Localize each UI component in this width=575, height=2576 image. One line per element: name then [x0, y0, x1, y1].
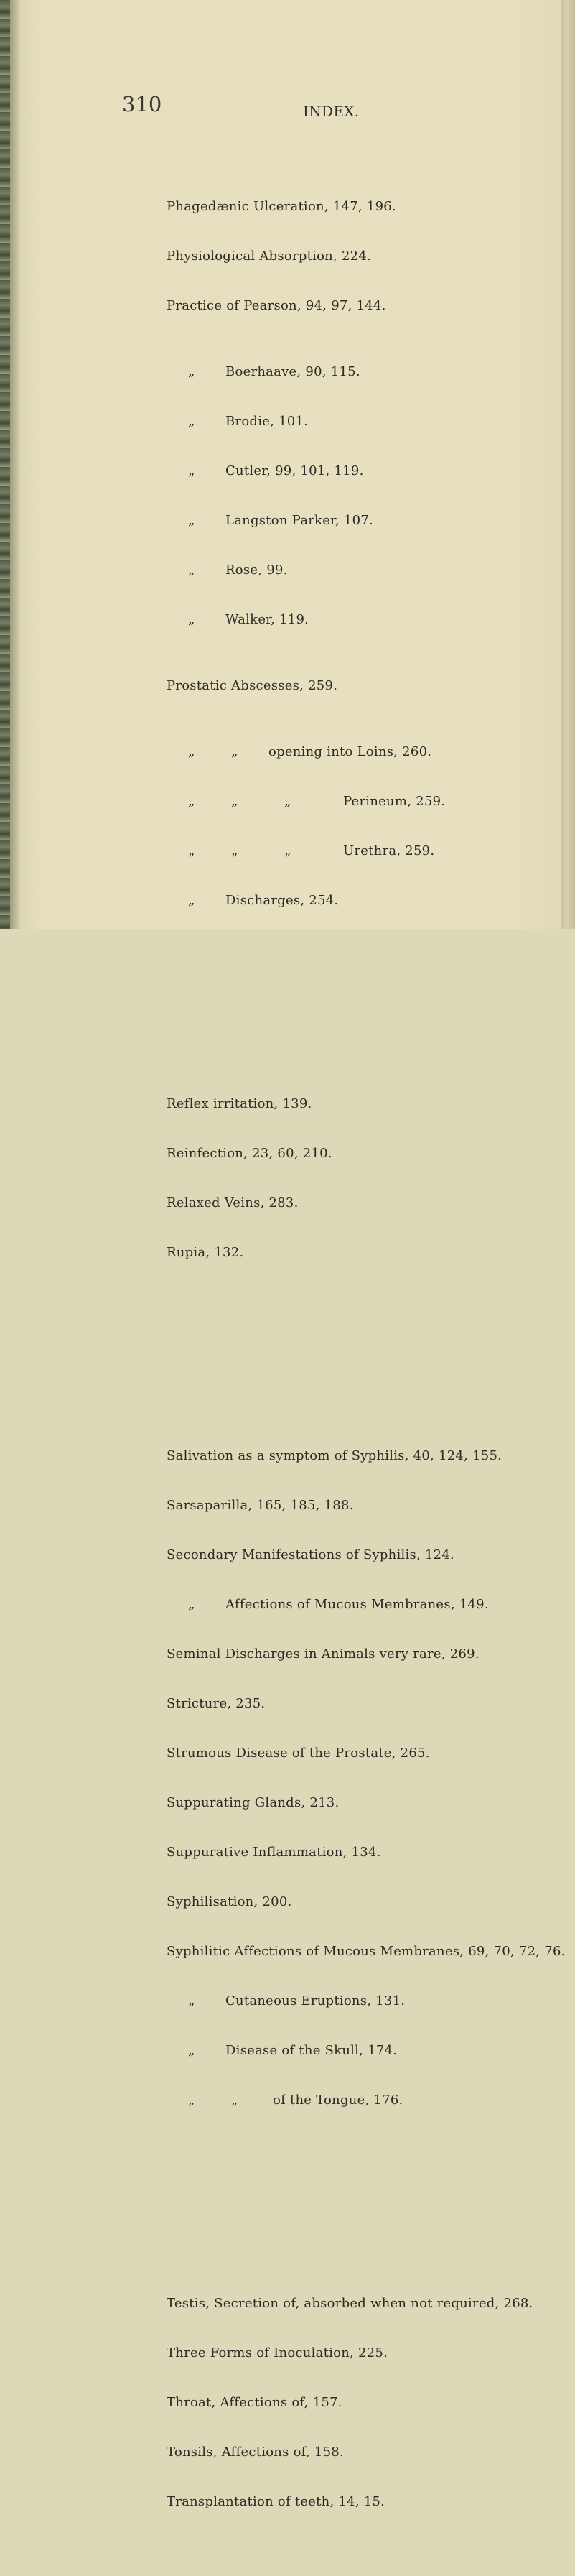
ditto-mark: „ — [231, 2093, 238, 2108]
index-subentry-text: Perineum, 259. — [343, 794, 446, 809]
index-entry — [167, 1646, 560, 1662]
index-entry-text: Tonsils, Affections of, 158. — [167, 2445, 344, 2460]
index-entry — [167, 1145, 560, 1162]
index-entry — [167, 2394, 560, 2411]
index-entry — [167, 2295, 560, 2312]
index-entry — [167, 1095, 560, 1112]
index-entry — [167, 1447, 560, 1464]
page-binding-edge — [0, 0, 10, 929]
index-subentry — [167, 892, 560, 909]
ditto-mark: „ — [188, 2093, 195, 2108]
ditto-mark: „ — [188, 1597, 195, 1612]
index-subentry — [167, 1993, 560, 2009]
ditto-mark: „ — [188, 893, 195, 908]
index-subentry-text: Cutaneous Eruptions, 131. — [225, 1993, 406, 2009]
ditto-mark: „ — [188, 2043, 195, 2058]
section-gap — [167, 991, 560, 1013]
index-subentry — [167, 793, 560, 810]
index-entry-text: Phagedænic Ulceration, 147, 196. — [167, 199, 396, 214]
index-subentry — [167, 611, 560, 628]
ditto-mark: „ — [188, 562, 195, 578]
index-subentry-text: Discharges, 254. — [225, 893, 339, 908]
page-header: INDEX. — [303, 103, 360, 120]
index-entry-text: Throat, Affections of, 157. — [167, 2395, 342, 2410]
index-entry — [167, 1894, 560, 1910]
index-entry-text: Practice of Pearson, 94, 97, 144. — [167, 298, 386, 313]
ditto-mark: „ — [231, 843, 238, 858]
ditto-mark: „ — [188, 744, 195, 759]
index-subentry-text: of the Tongue, 176. — [273, 2093, 403, 2108]
index-entry-text: Reinfection, 23, 60, 210. — [167, 1146, 332, 1161]
index-entry — [167, 1244, 560, 1261]
index-entry — [167, 1547, 560, 1563]
index-entry — [167, 2444, 560, 2460]
index-subentry-text: Walker, 119. — [225, 612, 309, 627]
index-entry — [167, 248, 560, 264]
index-entry-text: Suppurating Glands, 213. — [167, 1795, 340, 1810]
index-entry-text: Syphilisation, 200. — [167, 1894, 292, 1909]
ditto-mark: „ — [188, 414, 195, 429]
index-entry-text: Strumous Disease of the Prostate, 265. — [167, 1746, 430, 1761]
index-entry-text: Transplantation of teeth, 14, 15. — [167, 2494, 385, 2509]
index-entry-text: Testis, Secretion of, absorbed when not required, 268. — [167, 2296, 533, 2311]
index-section-s — [167, 1414, 566, 2141]
index-subentry — [167, 2042, 560, 2059]
index-subentry — [167, 562, 560, 578]
index-section-t — [167, 2262, 560, 2543]
page-right-edge — [561, 0, 575, 929]
ditto-mark: „ — [188, 364, 195, 379]
index-subentry — [167, 843, 560, 859]
index-entry-text: Secondary Manifestations of Syphilis, 124. — [167, 1547, 455, 1562]
index-subentry-text: Cutler, 99, 101, 119. — [225, 463, 364, 478]
index-entry-text: Stricture, 235. — [167, 1696, 266, 1711]
index-subentry — [167, 2092, 560, 2108]
index-entry — [167, 2345, 560, 2361]
index-entry-text: Relaxed Veins, 283. — [167, 1195, 299, 1210]
index-entry — [167, 1745, 560, 1761]
index-subentry-text: Disease of the Skull, 174. — [225, 2043, 398, 2058]
ditto-mark: „ — [284, 794, 291, 809]
index-entry-text: Suppurative Inflammation, 134. — [167, 1845, 381, 1860]
index-entry — [167, 2493, 560, 2510]
ditto-mark: „ — [188, 612, 195, 627]
index-section-p — [167, 165, 560, 942]
index-subentry — [167, 413, 560, 430]
index-subentry — [167, 463, 560, 479]
index-entry-text: Sarsaparilla, 165, 185, 188. — [167, 1498, 354, 1513]
section-gap — [167, 1343, 560, 1365]
index-subentry-text: Brodie, 101. — [225, 414, 309, 429]
index-subentry-text: Rose, 99. — [225, 562, 288, 578]
index-entry — [167, 1794, 560, 1811]
index-subentry — [167, 363, 560, 380]
index-entry-text: Reflex irritation, 139. — [167, 1096, 312, 1111]
index-entry — [167, 1195, 560, 1211]
ditto-mark: „ — [284, 843, 291, 858]
index-subentry-text: Langston Parker, 107. — [225, 513, 374, 528]
index-entry-text: Three Forms of Inoculation, 225. — [167, 2345, 388, 2360]
index-entry-text: Prostatic Abscesses, 259. — [167, 678, 338, 693]
index-section-r — [167, 1062, 560, 1294]
ditto-mark: „ — [231, 744, 238, 759]
ditto-mark: „ — [188, 843, 195, 858]
ditto-mark: „ — [188, 513, 195, 528]
index-subentry — [167, 743, 560, 760]
index-content — [167, 132, 566, 2576]
index-subentry-text: Urethra, 259. — [343, 843, 435, 858]
index-entry-text: Rupia, 132. — [167, 1245, 244, 1260]
index-entry-text: Syphilitic Affections of Mucous Membranes, 69, 70, 72, 76. — [167, 1944, 566, 1959]
index-entry-text: Physiological Absorption, 224. — [167, 249, 372, 264]
ditto-mark: „ — [231, 794, 238, 809]
index-entry-text: Salivation as a symptom of Syphilis, 40, 124, 155. — [167, 1448, 502, 1463]
index-entry — [167, 677, 560, 694]
index-subentry — [167, 1596, 560, 1613]
index-subentry-text: Affections of Mucous Membranes, 149. — [225, 1597, 489, 1612]
index-entry — [167, 1943, 566, 1960]
section-gap — [167, 2191, 560, 2213]
ditto-mark: „ — [188, 794, 195, 809]
index-entry — [167, 198, 560, 215]
index-entry — [167, 297, 560, 314]
index-entry — [167, 1695, 560, 1712]
ditto-mark: „ — [188, 1993, 195, 2009]
index-entry — [167, 1844, 560, 1861]
index-subentry-text: Boerhaave, 90, 115. — [225, 364, 360, 379]
index-subentry-text: opening into Loins, 260. — [268, 744, 432, 759]
ditto-mark: „ — [188, 463, 195, 478]
index-entry — [167, 1497, 560, 1514]
index-subentry — [167, 512, 560, 529]
index-entry-text: Seminal Discharges in Animals very rare, 269. — [167, 1646, 480, 1662]
page-number: 310 — [122, 92, 162, 116]
page-gutter-shadow — [10, 0, 22, 929]
